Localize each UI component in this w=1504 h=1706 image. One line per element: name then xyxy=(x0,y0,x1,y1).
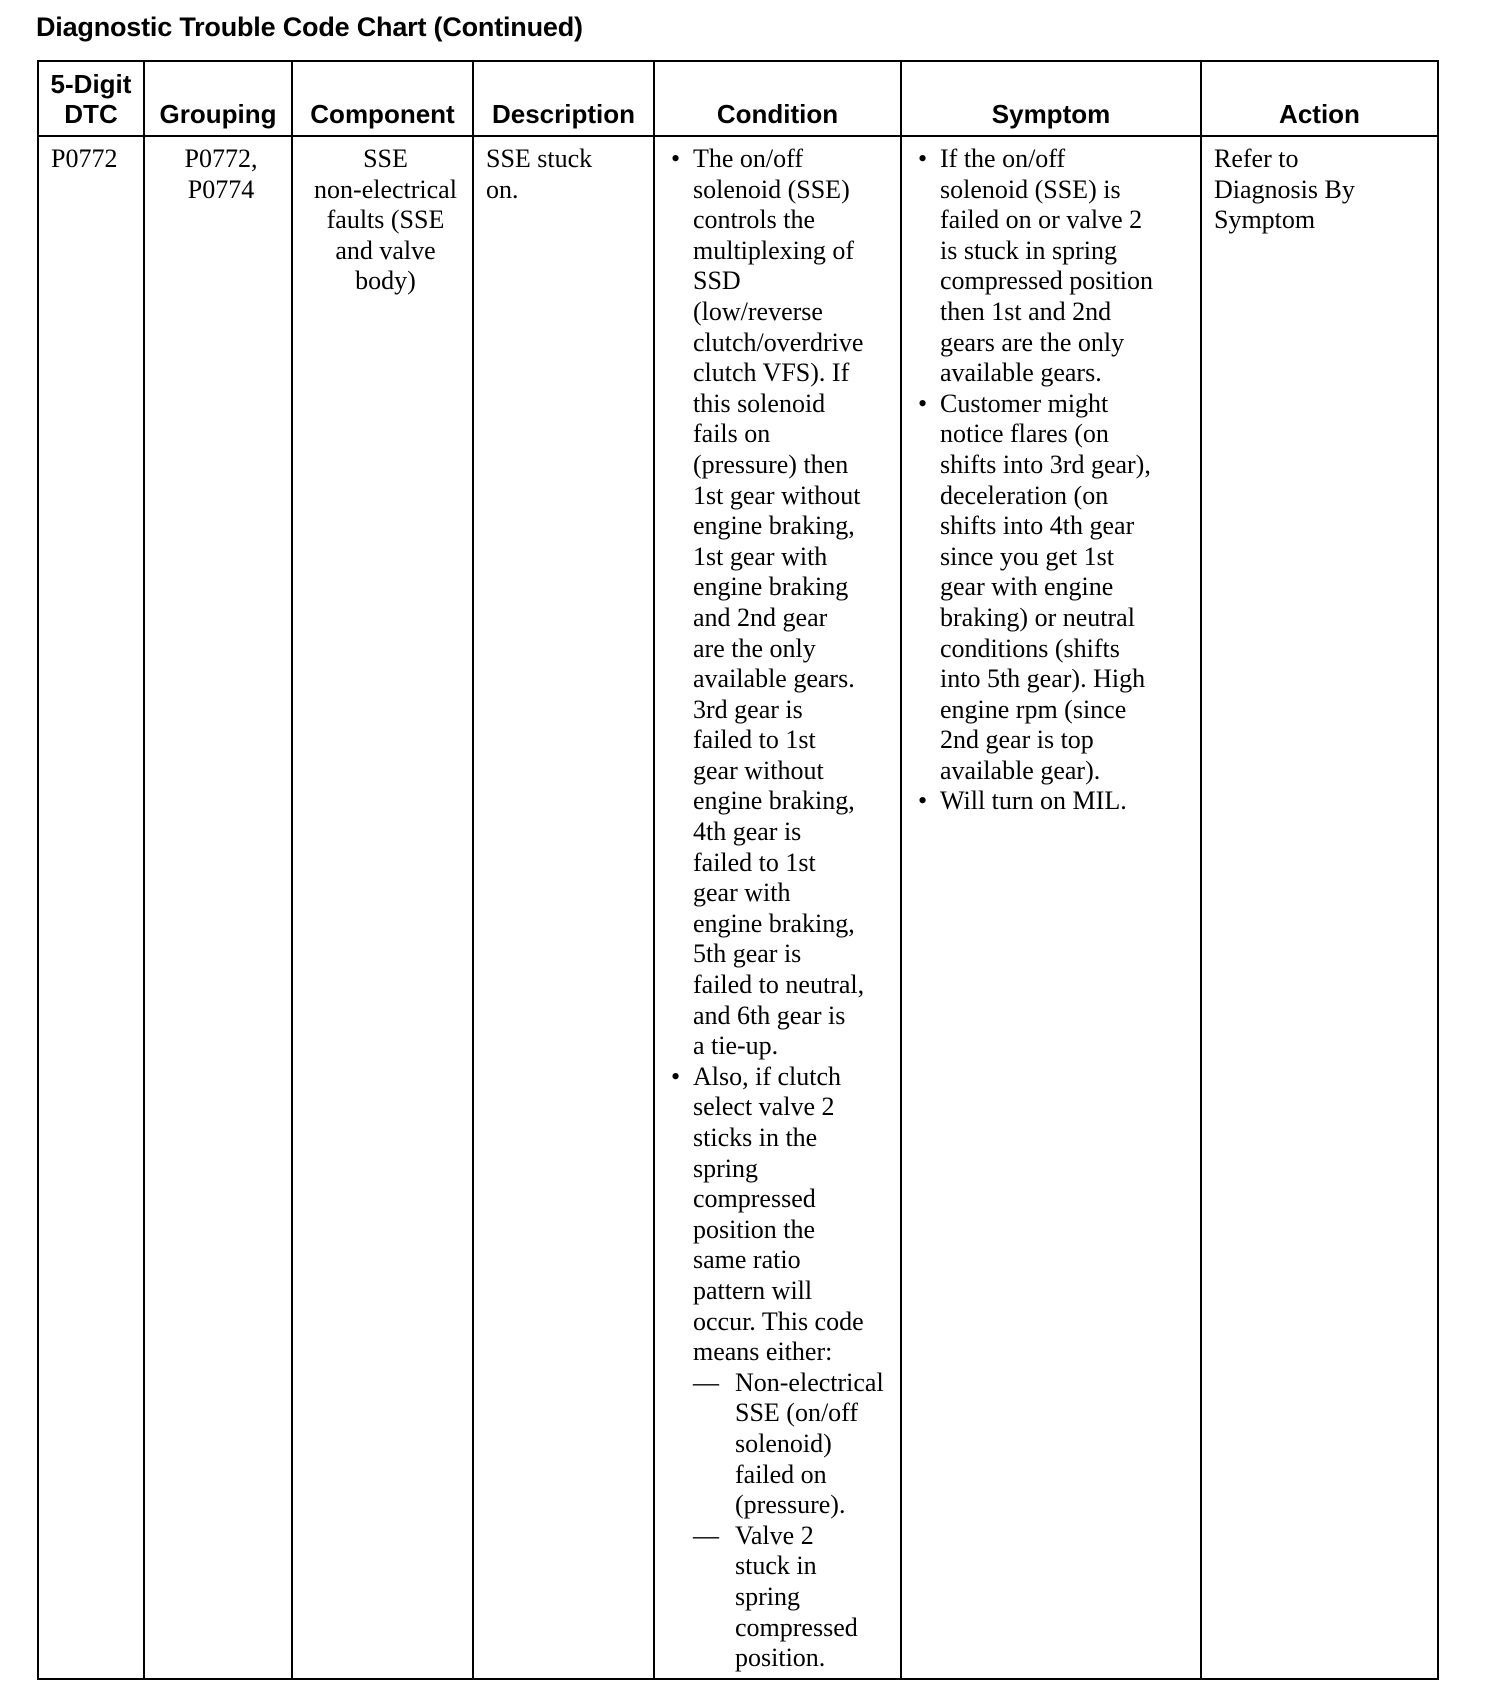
cell-dtc xyxy=(38,136,144,1679)
text-line: gear without xyxy=(693,755,824,785)
text-line: failed to 1st xyxy=(693,725,816,755)
text-line: then 1st and 2nd xyxy=(940,296,1112,326)
text-line: SSE (on/off xyxy=(735,1398,859,1428)
text-line: If the on/off xyxy=(940,144,1066,173)
text-line: occur. This code xyxy=(693,1306,864,1336)
header-symptom: Symptom xyxy=(901,61,1201,136)
condition-bullet-1-text xyxy=(693,144,894,1062)
text-line: stuck in xyxy=(735,1551,817,1581)
cell-condition xyxy=(654,136,901,1679)
header-dtc-line-2: DTC xyxy=(64,99,118,129)
text-line: engine braking, xyxy=(693,511,855,541)
condition-bullet-2 xyxy=(667,1062,894,1674)
text-line: failed on xyxy=(735,1459,827,1489)
condition-sub-item-1-text xyxy=(735,1368,894,1521)
text-line: engine rpm (since xyxy=(940,694,1127,724)
cell-action xyxy=(1201,136,1438,1679)
text-line: select valve 2 xyxy=(693,1092,835,1122)
condition-list xyxy=(667,144,894,1674)
symptom-bullet-2 xyxy=(914,389,1194,787)
page-title: Diagnostic Trouble Code Chart (Continued) xyxy=(36,12,583,42)
text-line: failed on or valve 2 xyxy=(940,205,1143,235)
condition-sub-list xyxy=(693,1368,894,1674)
text-line: Will turn on MIL. xyxy=(940,786,1127,816)
text-line: spring xyxy=(693,1153,758,1183)
dash-icon: — xyxy=(693,1520,719,1550)
text-line: and valve xyxy=(335,235,436,265)
text-line: engine braking xyxy=(693,572,849,602)
text-line: 4th gear is xyxy=(693,817,802,847)
text-line: faults (SSE xyxy=(326,205,445,235)
text-line: 5th gear is xyxy=(693,939,802,969)
text-line: body) xyxy=(355,266,416,296)
dtc-chart-table xyxy=(37,60,1439,1680)
text-line: The on/off xyxy=(693,144,803,173)
text-line: conditions (shifts xyxy=(940,633,1120,663)
cell-grouping xyxy=(144,136,292,1679)
text-line: braking) or neutral xyxy=(940,602,1135,632)
cell-component xyxy=(292,136,473,1679)
header-dtc xyxy=(38,61,144,136)
symptom-bullet-2-text xyxy=(940,389,1194,787)
text-line: compressed position xyxy=(940,266,1154,296)
text-line: SSD xyxy=(693,266,741,296)
symptom-bullet-3 xyxy=(914,786,1194,817)
text-line: non-electrical xyxy=(314,174,457,204)
table-header-row xyxy=(38,61,1438,136)
header-dtc-line-1: 5-Digit xyxy=(50,69,132,99)
text-line: Valve 2 xyxy=(735,1520,814,1550)
text-line: available gears. xyxy=(693,664,855,694)
header-description: Description xyxy=(473,61,654,136)
header-condition: Condition xyxy=(654,61,901,136)
text-line: Customer might xyxy=(940,388,1109,418)
text-line: failed to 1st xyxy=(693,847,816,877)
text-line: shifts into 3rd gear), xyxy=(940,449,1151,479)
text-line: 1st gear without xyxy=(693,480,861,510)
text-line: SSE stuck xyxy=(486,144,593,173)
component-text xyxy=(305,144,466,297)
text-line: (pressure). xyxy=(735,1490,846,1520)
condition-sub-item-2-text xyxy=(735,1521,894,1674)
text-line: shifts into 4th gear xyxy=(940,511,1135,541)
text-line: pattern will xyxy=(693,1275,813,1305)
text-line: SSE xyxy=(363,144,408,173)
text-line: available gear). xyxy=(940,755,1101,785)
text-line: sticks in the xyxy=(693,1123,818,1152)
text-line: engine braking, xyxy=(693,786,855,816)
condition-sub-item-1 xyxy=(693,1368,894,1521)
text-line: are the only xyxy=(693,633,816,663)
description-text xyxy=(486,144,647,205)
text-line: compressed xyxy=(693,1184,816,1214)
text-line: gears are the only xyxy=(940,327,1125,357)
text-line: P0774 xyxy=(187,174,255,204)
text-line: Non-electrical xyxy=(735,1367,884,1397)
bullet-icon: • xyxy=(918,388,928,418)
text-line: Also, if clutch xyxy=(693,1061,842,1091)
text-line: and 2nd gear xyxy=(693,602,828,632)
bullet-icon: • xyxy=(918,144,928,173)
text-line: (low/reverse xyxy=(693,296,823,326)
text-line: (pressure) then xyxy=(693,449,849,479)
text-line: and 6th gear is xyxy=(693,1000,846,1030)
text-line: solenoid (SSE) xyxy=(693,174,850,204)
text-line: available gears. xyxy=(940,358,1102,388)
symptom-bullet-3-text xyxy=(940,786,1194,817)
grouping-text xyxy=(157,144,285,205)
text-line: same ratio xyxy=(693,1245,801,1275)
text-line: means either: xyxy=(693,1337,833,1367)
text-line: compressed xyxy=(735,1612,858,1642)
text-line: gear with xyxy=(693,878,791,908)
symptom-bullet-1 xyxy=(914,144,1194,389)
text-line: solenoid) xyxy=(735,1428,832,1458)
text-line: fails on xyxy=(693,419,771,449)
text-line: 2nd gear is top xyxy=(940,725,1094,755)
cell-description xyxy=(473,136,654,1679)
text-line: position. xyxy=(735,1643,826,1673)
text-line: failed to neutral, xyxy=(693,970,865,1000)
bullet-icon: • xyxy=(918,786,928,816)
text-line: multiplexing of xyxy=(693,235,855,265)
header-component: Component xyxy=(292,61,473,136)
text-line: Refer to xyxy=(1214,144,1299,173)
text-line: gear with engine xyxy=(940,572,1114,602)
text-line: spring xyxy=(735,1581,800,1611)
action-text xyxy=(1214,144,1431,236)
text-line: clutch/overdrive xyxy=(693,327,864,357)
header-grouping: Grouping xyxy=(144,61,292,136)
text-line: solenoid (SSE) is xyxy=(940,174,1121,204)
text-line: P0772, xyxy=(184,144,258,173)
text-line: into 5th gear). High xyxy=(940,664,1146,694)
text-line: deceleration (on xyxy=(940,480,1109,510)
bullet-icon: • xyxy=(671,144,681,173)
text-line: a tie-up. xyxy=(693,1031,779,1061)
text-line: 3rd gear is xyxy=(693,694,803,724)
text-line: on. xyxy=(486,174,519,204)
text-line: Symptom xyxy=(1214,205,1316,235)
dtc-code: P0772 xyxy=(51,144,118,173)
text-line: since you get 1st xyxy=(940,541,1115,571)
text-line: engine braking, xyxy=(693,908,855,938)
text-line: controls the xyxy=(693,205,816,235)
condition-bullet-1 xyxy=(667,144,894,1062)
bullet-icon: • xyxy=(671,1061,681,1091)
condition-bullet-2-text xyxy=(693,1062,894,1368)
dash-icon: — xyxy=(693,1367,719,1397)
condition-sub-item-2 xyxy=(693,1521,894,1674)
table-row xyxy=(38,136,1438,1679)
text-line: is stuck in spring xyxy=(940,235,1117,265)
symptom-bullet-1-text xyxy=(940,144,1194,389)
text-line: position the xyxy=(693,1214,816,1244)
text-line: Diagnosis By xyxy=(1214,174,1355,204)
text-line: this solenoid xyxy=(693,388,826,418)
symptom-list xyxy=(914,144,1194,817)
cell-symptom xyxy=(901,136,1201,1679)
text-line: 1st gear with xyxy=(693,541,828,571)
header-action: Action xyxy=(1201,61,1438,136)
text-line: clutch VFS). If xyxy=(693,358,850,388)
text-line: notice flares (on xyxy=(940,419,1109,449)
